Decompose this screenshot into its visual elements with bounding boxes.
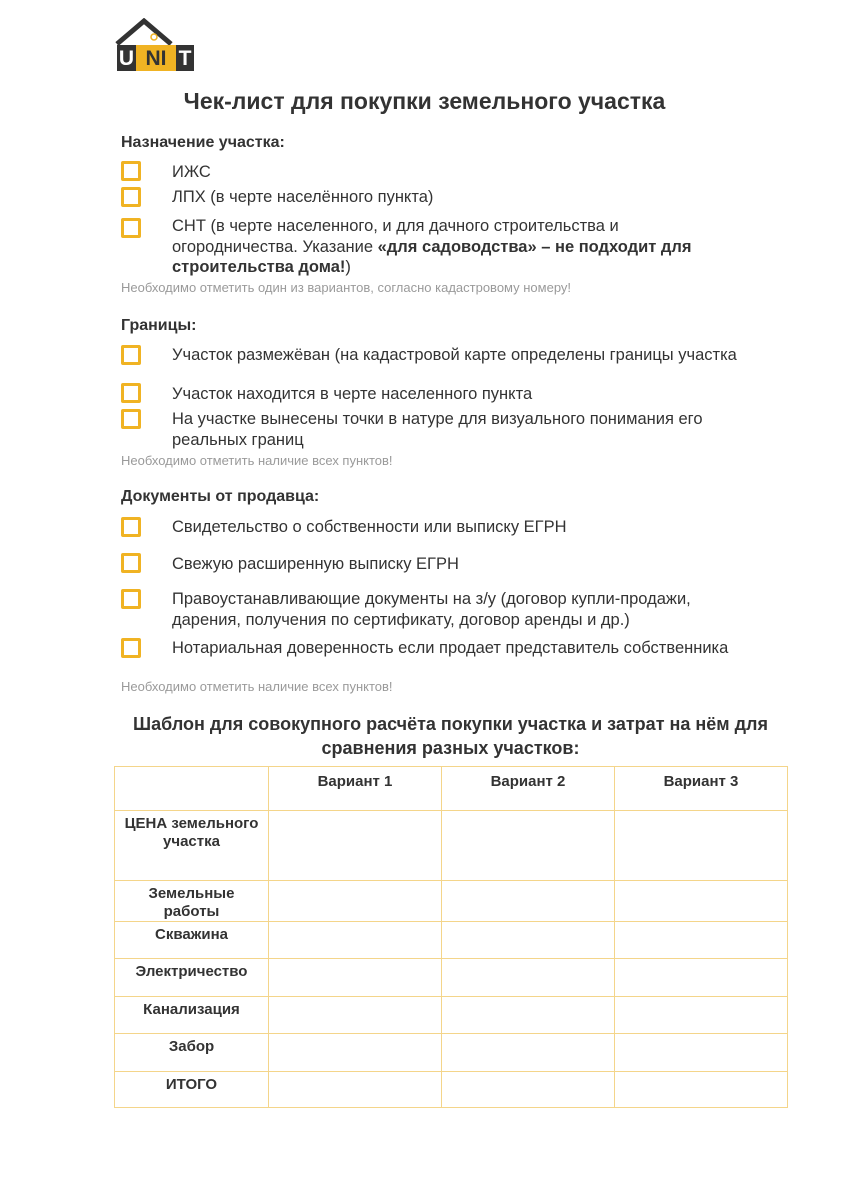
item-text: ЛПХ (в черте населённого пункта) <box>172 188 434 206</box>
checklist-item-izhs <box>172 162 742 183</box>
table-cell[interactable] <box>269 811 442 881</box>
section-borders-note: Необходимо отметить наличие всех пунктов! <box>121 453 393 468</box>
table-cell[interactable] <box>269 1072 442 1108</box>
table-cell[interactable] <box>269 997 442 1034</box>
row-label-sewerage: Канализация <box>115 997 269 1034</box>
item-text: Участок размежёван (на кадастровой карте определены границы участка <box>172 346 737 364</box>
table-row <box>115 881 788 922</box>
checkbox-boundary-points[interactable] <box>121 409 141 429</box>
table-cell[interactable] <box>615 881 788 922</box>
item-text: ИЖС <box>172 163 211 181</box>
section-documents-title: Документы от продавца: <box>121 488 320 505</box>
row-label-price: ЦЕНА земельного участка <box>115 811 269 881</box>
section-purpose-title: Назначение участка: <box>121 134 285 151</box>
logo-letter-u: U <box>118 47 135 70</box>
table-cell[interactable] <box>269 881 442 922</box>
checklist-item-fresh-egrn <box>172 554 742 575</box>
checklist-item-snt <box>172 216 742 278</box>
table-cell[interactable] <box>269 1034 442 1072</box>
table-header-row <box>115 767 788 811</box>
table-cell[interactable] <box>615 922 788 959</box>
table-cell[interactable] <box>615 811 788 881</box>
table-row <box>115 997 788 1034</box>
comparison-table <box>114 766 788 1108</box>
row-label-electricity: Электричество <box>115 959 269 997</box>
table-cell[interactable] <box>615 1034 788 1072</box>
table-cell[interactable] <box>442 959 615 997</box>
row-label-well: Скважина <box>115 922 269 959</box>
table-cell[interactable] <box>269 922 442 959</box>
checkbox-in-settlement[interactable] <box>121 383 141 403</box>
item-text-bold: «для садоводства» – не подходит для строительства дома! <box>172 237 692 276</box>
page-title: Чек-лист для покупки земельного участка <box>183 88 666 114</box>
row-label-total: ИТОГО <box>115 1072 269 1108</box>
logo-letter-t: T <box>178 47 192 70</box>
item-text: Свежую расширенную выписку ЕГРН <box>172 555 459 573</box>
section-borders-title: Границы: <box>121 317 197 334</box>
checklist-item-ownership-certificate <box>172 517 742 538</box>
table-row <box>115 922 788 959</box>
section-documents-note: Необходимо отметить наличие всех пунктов! <box>121 679 393 694</box>
checkbox-title-documents[interactable] <box>121 589 141 609</box>
checklist-item-in-settlement <box>172 384 742 405</box>
checkbox-snt[interactable] <box>121 218 141 238</box>
row-label-earthworks: Земельные работы <box>115 881 269 922</box>
unit-logo <box>114 18 196 74</box>
table-cell[interactable] <box>442 1072 615 1108</box>
row-label-fence: Забор <box>115 1034 269 1072</box>
checkbox-surveyed[interactable] <box>121 345 141 365</box>
checkbox-power-of-attorney[interactable] <box>121 638 141 658</box>
table-header-variant-2: Вариант 2 <box>442 767 615 811</box>
checkbox-lph[interactable] <box>121 187 141 207</box>
item-text: Свидетельство о собственности или выписку ЕГРН <box>172 518 567 536</box>
logo-letters-ni: NI <box>145 47 167 70</box>
checkbox-fresh-egrn[interactable] <box>121 553 141 573</box>
checklist-item-power-of-attorney <box>172 638 742 659</box>
table-cell[interactable] <box>442 997 615 1034</box>
table-row <box>115 1072 788 1108</box>
table-cell[interactable] <box>442 922 615 959</box>
table-cell[interactable] <box>615 959 788 997</box>
table-cell[interactable] <box>442 811 615 881</box>
table-cell[interactable] <box>442 1034 615 1072</box>
item-text: Нотариальная доверенность если продает представитель собственника <box>172 639 729 657</box>
table-row <box>115 1034 788 1072</box>
table-header-empty <box>115 767 269 811</box>
item-text: СНТ (в черте населенного, и для дачного строительства и огородничества. Указание <box>172 217 619 256</box>
table-row <box>115 959 788 997</box>
checklist-item-title-documents <box>172 589 742 630</box>
item-text: На участке вынесены точки в натуре для визуального понимания его реальных границ <box>172 410 703 449</box>
table-cell[interactable] <box>442 881 615 922</box>
table-row <box>115 811 788 881</box>
item-text: Правоустанавливающие документы на з/у (договор купли-продажи, дарения, получения по сертификату, договор аренды и др.) <box>172 590 691 629</box>
checkbox-izhs[interactable] <box>121 161 141 181</box>
item-text: ) <box>345 258 351 276</box>
table-header-variant-1: Вариант 1 <box>269 767 442 811</box>
section-purpose-note: Необходимо отметить один из вариантов, согласно кадастровому номеру! <box>121 280 572 295</box>
checkbox-ownership-certificate[interactable] <box>121 517 141 537</box>
table-header-variant-3: Вариант 3 <box>615 767 788 811</box>
item-text: Участок находится в черте населенного пункта <box>172 385 533 403</box>
table-cell[interactable] <box>615 997 788 1034</box>
checklist-item-boundary-points <box>172 409 742 450</box>
table-cell[interactable] <box>615 1072 788 1108</box>
template-title: Шаблон для совокупного расчёта покупки участка и затрат на нём для сравнения разных участков: <box>133 714 768 758</box>
checklist-item-lph <box>172 187 742 208</box>
checklist-item-surveyed <box>172 345 742 366</box>
table-cell[interactable] <box>269 959 442 997</box>
